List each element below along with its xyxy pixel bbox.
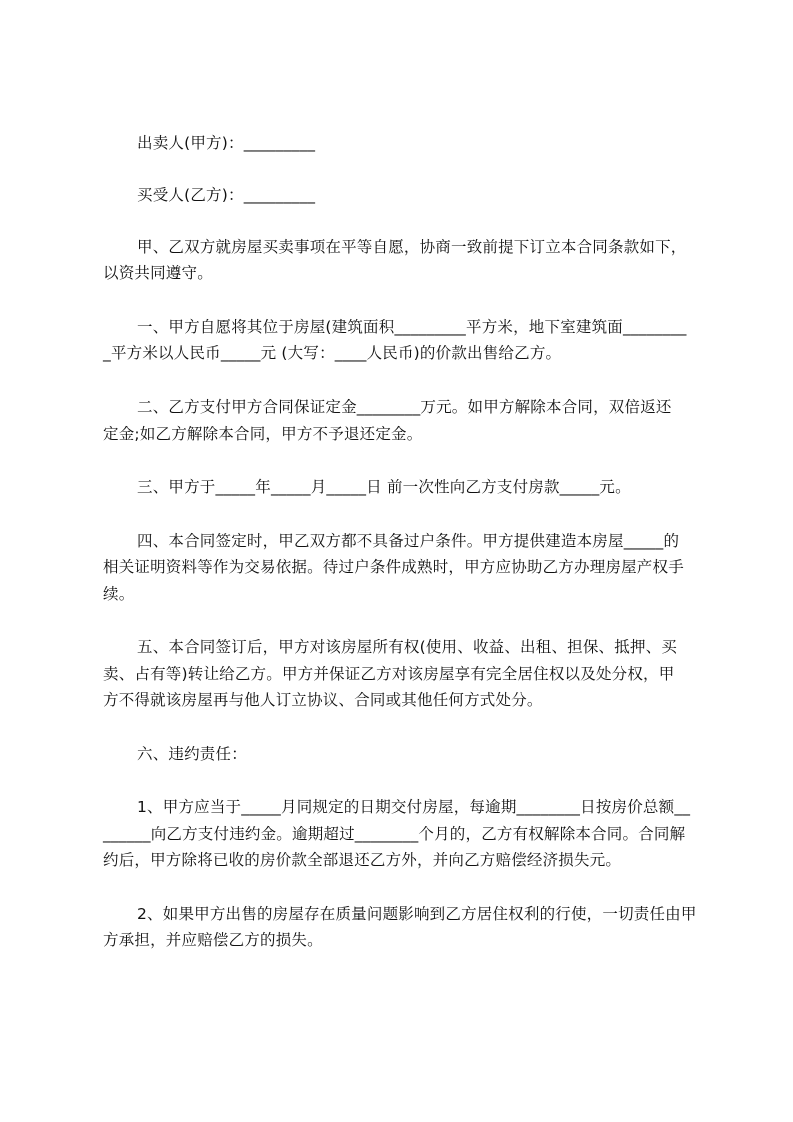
- clause4-line-1: 四、本合同签定时，甲乙双方都不具备过户条件。甲方提供建造本房屋_____的: [137, 532, 680, 550]
- clause2-line-1: 二、乙方支付甲方合同保证定金________万元。如甲方解除本合同，双倍返还: [137, 398, 672, 416]
- clause4-line-2: 相关证明资料等作为交易依据。待过户条件成熟时，甲方应协助乙方办理房屋产权手: [103, 558, 684, 576]
- clause6-2-line-2: 方承担，并应赔偿乙方的损失。: [103, 931, 323, 949]
- clause1-line-1: 一、甲方自愿将其位于房屋(建筑面积_________平方米，地下室建筑面________: [137, 318, 687, 336]
- clause6-1-line-2: ______向乙方支付违约金。逾期超过________个月的，乙方有权解除本合同。合同解: [103, 825, 686, 843]
- clause4-line-3: 续。: [103, 585, 135, 603]
- seller-line: 出卖人(甲方)：_________: [137, 134, 316, 152]
- clause2-line-2: 定金;如乙方解除本合同，甲方不予退还定金。: [103, 425, 423, 443]
- buyer-line: 买受人(乙方)：_________: [137, 186, 316, 204]
- clause5-line-3: 方不得就该房屋再与他人订立协议、合同或其他任何方式处分。: [103, 691, 543, 709]
- clause6-1-line-3: 约后，甲方除将已收的房价款全部退还乙方外，并向乙方赔偿经济损失元。: [103, 851, 622, 869]
- clause5-line-1: 五、本合同签订后，甲方对该房屋所有权(使用、收益、出租、担保、抵押、买: [137, 638, 678, 656]
- clause6-2-line-1: 2、如果甲方出售的房屋存在质量问题影响到乙方居住权利的行使，一切责任由甲: [137, 905, 697, 923]
- clause6-1-line-1: 1、甲方应当于_____月同规定的日期交付房屋，每逾期________日按房价总额__: [137, 798, 691, 816]
- intro-line-1: 甲、乙双方就房屋买卖事项在平等自愿，协商一致前提下订立本合同条款如下，: [137, 238, 687, 256]
- clause1-line-2: _平方米以人民币_____元 (大写：____人民币)的价款出售给乙方。: [103, 344, 562, 362]
- intro-line-2: 以资共同遵守。: [103, 264, 213, 282]
- clause5-line-2: 卖、占有等)转让给乙方。甲方并保证乙方对该房屋享有完全居住权以及处分权，甲: [103, 665, 675, 683]
- clause3-line-1: 三、甲方于_____年_____月_____日 前一次性向乙方支付房款_____元。: [137, 478, 631, 496]
- clause6-title: 六、违约责任：: [137, 745, 247, 763]
